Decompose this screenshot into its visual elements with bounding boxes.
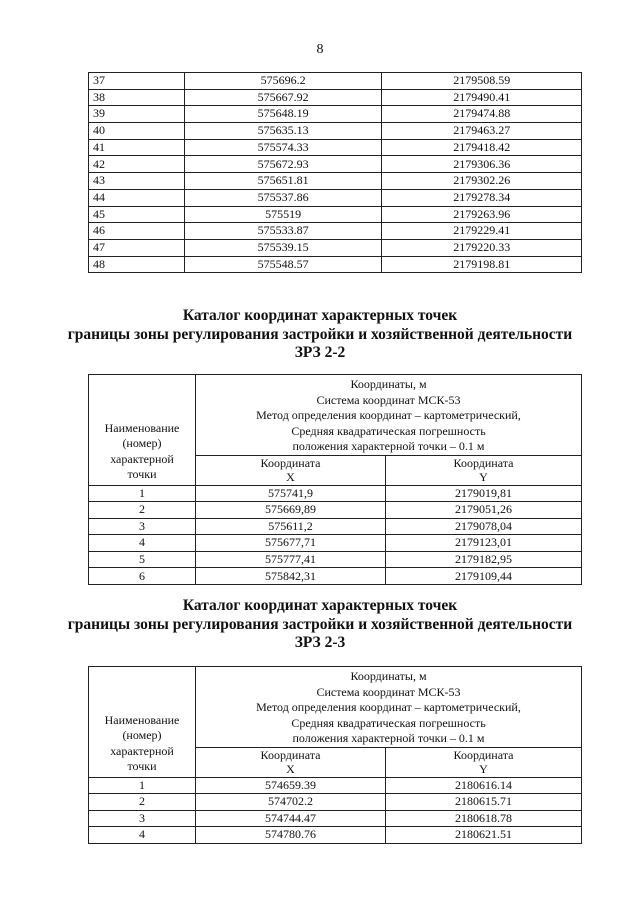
point-name-header <box>89 375 196 486</box>
coordinates-header <box>196 667 582 748</box>
heading-line: ЗРЗ 2-2 <box>294 344 346 361</box>
table-row <box>89 239 582 256</box>
table-row <box>89 810 582 827</box>
table-row <box>89 106 582 123</box>
point-number-cell: 4 <box>89 827 196 844</box>
point-number-cell: 46 <box>89 223 185 240</box>
header-line: Система координат МСК-53 <box>316 392 461 407</box>
section-heading-zrz-2-3 <box>0 597 640 653</box>
coordinate-x-cell: 575669,89 <box>196 502 386 519</box>
point-number-cell: 3 <box>89 810 196 827</box>
point-number-cell: 39 <box>89 106 185 123</box>
point-number-cell: 3 <box>89 518 196 535</box>
coordinate-y-cell: 2179078,04 <box>386 518 582 535</box>
table-row <box>89 777 582 794</box>
coordinate-y-cell: 2179220.33 <box>382 239 582 256</box>
header-line: Y <box>479 762 488 776</box>
coordinate-y-cell: 2179508.59 <box>382 73 582 90</box>
coordinate-x-cell: 575611,2 <box>196 518 386 535</box>
table-row <box>89 89 582 106</box>
coordinate-y-cell: 2180616.14 <box>386 777 582 794</box>
page-number: 8 <box>316 42 324 57</box>
header-line: Y <box>479 470 488 484</box>
heading-line: ЗРЗ 2-3 <box>294 634 346 651</box>
column-header-y <box>386 747 582 777</box>
table-row <box>89 551 582 568</box>
coordinate-x-cell: 575539.15 <box>184 239 382 256</box>
section-heading-zrz-2-2 <box>0 307 640 363</box>
table-body <box>89 73 582 273</box>
coordinate-x-cell: 575667.92 <box>184 89 382 106</box>
coordinate-y-cell: 2179474.88 <box>382 106 582 123</box>
coordinate-x-cell: 575519 <box>184 206 382 223</box>
header-line: Координаты, м <box>350 669 427 683</box>
coordinate-y-cell: 2179306.36 <box>382 156 582 173</box>
coordinate-x-cell: 575537.86 <box>184 189 382 206</box>
coordinate-x-cell: 575574.33 <box>184 139 382 156</box>
header-line: (номер) <box>122 436 162 450</box>
header-line: Координата <box>453 748 514 762</box>
table-row <box>89 485 582 502</box>
point-number-cell: 42 <box>89 156 185 173</box>
coordinate-y-cell: 2179182,95 <box>386 551 582 568</box>
coordinate-x-cell: 574659.39 <box>196 777 386 794</box>
table-row <box>89 535 582 552</box>
header-line: Средняя квадратическая погрешность <box>291 715 486 730</box>
header-line: Средняя квадратическая погрешность <box>291 423 486 438</box>
coordinate-x-cell: 575648.19 <box>184 106 382 123</box>
table-row <box>89 123 582 140</box>
coordinate-x-cell: 575635.13 <box>184 123 382 140</box>
heading-line: границы зоны регулирования застройки и хозяйственной деятельности <box>67 615 573 633</box>
coordinate-y-cell: 2179198.81 <box>382 256 582 273</box>
table-row <box>89 189 582 206</box>
point-number-cell: 41 <box>89 139 185 156</box>
coordinate-y-cell: 2180618.78 <box>386 810 582 827</box>
table-row <box>89 223 582 240</box>
header-line: Координата <box>260 748 321 762</box>
coordinate-y-cell: 2180615.71 <box>386 794 582 811</box>
point-number-cell: 47 <box>89 239 185 256</box>
point-number-cell: 2 <box>89 794 196 811</box>
coordinate-x-cell: 575777,41 <box>196 551 386 568</box>
heading-line: Каталог координат характерных точек <box>182 597 458 614</box>
coordinate-x-cell: 575651.81 <box>184 173 382 190</box>
table-row <box>89 206 582 223</box>
table-row <box>89 502 582 519</box>
coordinate-x-cell: 575741,9 <box>196 485 386 502</box>
table-row <box>89 794 582 811</box>
table-row <box>89 73 582 90</box>
point-number-cell: 48 <box>89 256 185 273</box>
coordinates-table-continuation <box>88 72 582 273</box>
coordinate-y-cell: 2179051,26 <box>386 502 582 519</box>
table-body <box>89 485 582 585</box>
point-number-cell: 37 <box>89 73 185 90</box>
coordinate-y-cell: 2179123,01 <box>386 535 582 552</box>
coordinate-x-cell: 575696.2 <box>184 73 382 90</box>
table-row <box>89 139 582 156</box>
coordinate-x-cell: 574780.76 <box>196 827 386 844</box>
point-number-cell: 38 <box>89 89 185 106</box>
coordinates-table-zrz-2-3 <box>88 666 582 844</box>
table-row <box>89 173 582 190</box>
point-number-cell: 4 <box>89 535 196 552</box>
coordinate-y-cell: 2179490.41 <box>382 89 582 106</box>
heading-line: границы зоны регулирования застройки и хозяйственной деятельности <box>67 325 573 343</box>
coordinate-y-cell: 2179278.34 <box>382 189 582 206</box>
coordinate-x-cell: 575548.57 <box>184 256 382 273</box>
point-number-cell: 44 <box>89 189 185 206</box>
point-number-cell: 1 <box>89 777 196 794</box>
coordinate-x-cell: 575677,71 <box>196 535 386 552</box>
header-line: положения характерной точки – 0.1 м <box>292 439 485 453</box>
header-line: Координата <box>453 456 514 470</box>
header-line: Метод определения координат – картометрический, <box>256 700 521 714</box>
table-body <box>89 777 582 843</box>
coordinate-x-cell: 575672.93 <box>184 156 382 173</box>
coordinate-x-cell: 574744.47 <box>196 810 386 827</box>
coordinate-y-cell: 2179263.96 <box>382 206 582 223</box>
table-row <box>89 568 582 585</box>
coordinate-x-cell: 575842,31 <box>196 568 386 585</box>
table-row <box>89 156 582 173</box>
heading-line: Каталог координат характерных точек <box>182 307 458 324</box>
point-number-cell: 6 <box>89 568 196 585</box>
point-number-cell: 1 <box>89 485 196 502</box>
coordinate-y-cell: 2179229.41 <box>382 223 582 240</box>
column-header-x <box>196 747 386 777</box>
coordinate-y-cell: 2179109,44 <box>386 568 582 585</box>
header-line: точки <box>127 759 157 773</box>
point-number-cell: 45 <box>89 206 185 223</box>
coordinate-y-cell: 2179302.26 <box>382 173 582 190</box>
point-name-header <box>89 667 196 778</box>
coordinate-y-cell: 2180621.51 <box>386 827 582 844</box>
coordinate-y-cell: 2179463.27 <box>382 123 582 140</box>
table-row <box>89 518 582 535</box>
column-header-y <box>386 455 582 485</box>
header-line: Наименование <box>104 712 180 727</box>
coordinate-x-cell: 575533.87 <box>184 223 382 240</box>
header-line: характерной <box>110 451 174 466</box>
point-number-cell: 2 <box>89 502 196 519</box>
header-line: характерной <box>110 743 174 758</box>
header-line: Метод определения координат – картометрический, <box>256 408 521 422</box>
header-line: Система координат МСК-53 <box>316 684 461 699</box>
header-line: точки <box>127 467 157 481</box>
point-number-cell: 5 <box>89 551 196 568</box>
table-row <box>89 827 582 844</box>
table-row <box>89 256 582 273</box>
coordinate-y-cell: 2179019,81 <box>386 485 582 502</box>
column-header-x <box>196 455 386 485</box>
coordinate-y-cell: 2179418.42 <box>382 139 582 156</box>
point-number-cell: 43 <box>89 173 185 190</box>
header-line: Координата <box>260 456 321 470</box>
header-line: X <box>286 470 295 484</box>
coordinate-x-cell: 574702.2 <box>196 794 386 811</box>
header-line: (номер) <box>122 728 162 742</box>
header-line: Координаты, м <box>350 377 427 391</box>
header-line: Наименование <box>104 420 180 435</box>
coordinates-table-zrz-2-2 <box>88 374 582 585</box>
coordinates-header <box>196 375 582 456</box>
header-line: X <box>286 762 295 776</box>
point-number-cell: 40 <box>89 123 185 140</box>
header-line: положения характерной точки – 0.1 м <box>292 731 485 745</box>
